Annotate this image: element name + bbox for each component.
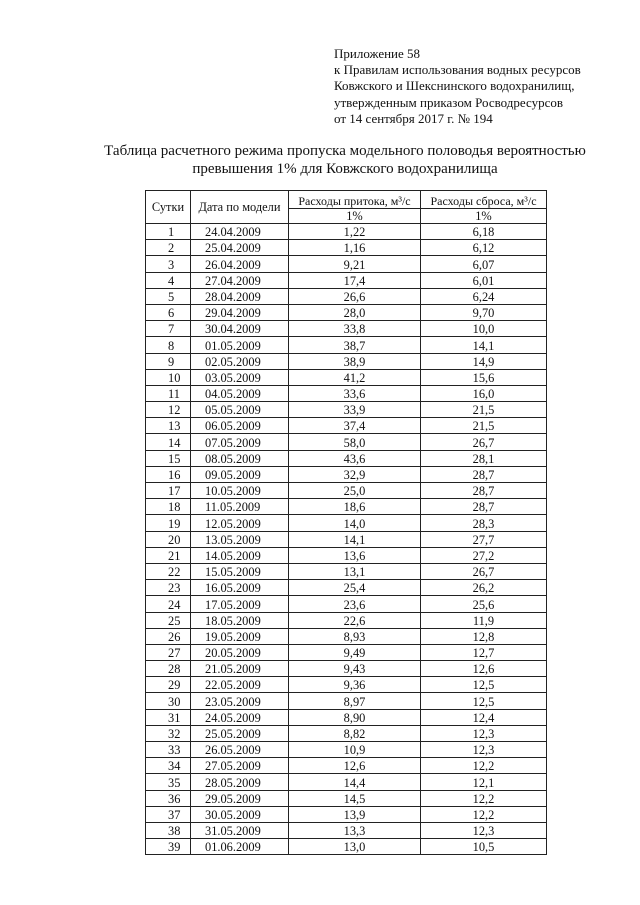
inflow-cell: 8,82 [289,725,421,741]
table-row [146,272,547,288]
outflow-cell: 12,8 [421,628,547,644]
table-row [146,709,547,725]
header-outflow-probability: 1% [421,209,547,224]
header-inflow: Расходы притока, м³/с [289,191,421,209]
day-cell: 17 [146,483,191,499]
outflow-cell: 12,3 [421,822,547,838]
outflow-cell: 26,2 [421,580,547,596]
date-cell: 29.04.2009 [191,304,289,320]
outflow-cell: 11,9 [421,612,547,628]
day-cell: 23 [146,580,191,596]
outflow-cell: 21,5 [421,402,547,418]
outflow-cell: 12,6 [421,661,547,677]
outflow-cell: 28,3 [421,515,547,531]
date-cell: 16.05.2009 [191,580,289,596]
outflow-cell: 26,7 [421,563,547,579]
table-title-line: Таблица расчетного режима пропуска модельного половодья вероятностью [104,143,586,159]
inflow-cell: 8,90 [289,709,421,725]
date-cell: 27.05.2009 [191,758,289,774]
outflow-cell: 12,2 [421,790,547,806]
outflow-cell: 27,7 [421,531,547,547]
table-row [146,547,547,563]
date-cell: 24.04.2009 [191,224,289,240]
day-cell: 31 [146,709,191,725]
date-cell: 28.05.2009 [191,774,289,790]
day-cell: 10 [146,369,191,385]
day-cell: 9 [146,353,191,369]
table-row [146,612,547,628]
day-cell: 13 [146,418,191,434]
date-cell: 13.05.2009 [191,531,289,547]
outflow-cell: 12,4 [421,709,547,725]
date-cell: 15.05.2009 [191,563,289,579]
date-cell: 25.04.2009 [191,240,289,256]
date-cell: 17.05.2009 [191,596,289,612]
date-cell: 04.05.2009 [191,385,289,401]
day-cell: 32 [146,725,191,741]
table-row [146,580,547,596]
table-row [146,661,547,677]
date-cell: 01.06.2009 [191,839,289,855]
inflow-cell: 14,4 [289,774,421,790]
inflow-cell: 38,7 [289,337,421,353]
day-cell: 4 [146,272,191,288]
outflow-cell: 28,7 [421,466,547,482]
inflow-cell: 1,16 [289,240,421,256]
day-cell: 38 [146,822,191,838]
inflow-cell: 13,9 [289,806,421,822]
table-row [146,369,547,385]
table-row [146,321,547,337]
outflow-cell: 28,7 [421,483,547,499]
table-title [90,142,600,178]
day-cell: 34 [146,758,191,774]
inflow-cell: 9,36 [289,677,421,693]
outflow-cell: 28,1 [421,450,547,466]
table-row [146,790,547,806]
outflow-cell: 6,07 [421,256,547,272]
day-cell: 39 [146,839,191,855]
date-cell: 26.05.2009 [191,742,289,758]
day-cell: 20 [146,531,191,547]
day-cell: 16 [146,466,191,482]
appendix-line: утвержденным приказом Росводресурсов [334,94,563,110]
day-cell: 22 [146,563,191,579]
outflow-cell: 12,5 [421,693,547,709]
table-row [146,774,547,790]
header-date: Дата по модели [191,191,289,224]
outflow-cell: 10,5 [421,839,547,855]
inflow-cell: 14,0 [289,515,421,531]
day-cell: 12 [146,402,191,418]
inflow-cell: 17,4 [289,272,421,288]
date-cell: 24.05.2009 [191,709,289,725]
table-row [146,531,547,547]
day-cell: 27 [146,644,191,660]
table-row [146,353,547,369]
table-row [146,418,547,434]
outflow-cell: 25,6 [421,596,547,612]
table-row [146,337,547,353]
inflow-cell: 33,9 [289,402,421,418]
table-row [146,224,547,240]
day-cell: 26 [146,628,191,644]
inflow-cell: 28,0 [289,304,421,320]
inflow-cell: 33,8 [289,321,421,337]
outflow-cell: 10,0 [421,321,547,337]
date-cell: 27.04.2009 [191,272,289,288]
outflow-cell: 12,7 [421,644,547,660]
date-cell: 05.05.2009 [191,402,289,418]
day-cell: 25 [146,612,191,628]
day-cell: 14 [146,434,191,450]
inflow-cell: 41,2 [289,369,421,385]
inflow-cell: 10,9 [289,742,421,758]
inflow-cell: 43,6 [289,450,421,466]
outflow-cell: 12,2 [421,806,547,822]
date-cell: 28.04.2009 [191,288,289,304]
day-cell: 3 [146,256,191,272]
date-cell: 01.05.2009 [191,337,289,353]
outflow-cell: 12,3 [421,725,547,741]
day-cell: 28 [146,661,191,677]
appendix-line: к Правилам использования водных ресурсов [334,62,581,78]
table-row [146,304,547,320]
day-cell: 1 [146,224,191,240]
appendix-line: Ковжского и Шекснинского водохранилищ, [334,78,575,94]
table-row [146,806,547,822]
header-inflow-probability: 1% [289,209,421,224]
day-cell: 11 [146,385,191,401]
day-cell: 8 [146,337,191,353]
table-row [146,450,547,466]
date-cell: 14.05.2009 [191,547,289,563]
table-row [146,240,547,256]
date-cell: 07.05.2009 [191,434,289,450]
inflow-cell: 13,3 [289,822,421,838]
table-row [146,758,547,774]
inflow-cell: 14,5 [289,790,421,806]
day-cell: 6 [146,304,191,320]
inflow-cell: 18,6 [289,499,421,515]
day-cell: 29 [146,677,191,693]
table-row [146,402,547,418]
table-row [146,483,547,499]
day-cell: 37 [146,806,191,822]
inflow-cell: 37,4 [289,418,421,434]
date-cell: 08.05.2009 [191,450,289,466]
outflow-cell: 14,1 [421,337,547,353]
day-cell: 2 [146,240,191,256]
outflow-cell: 6,12 [421,240,547,256]
inflow-cell: 25,0 [289,483,421,499]
table-row [146,822,547,838]
day-cell: 5 [146,288,191,304]
inflow-cell: 8,97 [289,693,421,709]
date-cell: 03.05.2009 [191,369,289,385]
inflow-cell: 26,6 [289,288,421,304]
inflow-cell: 22,6 [289,612,421,628]
outflow-cell: 9,70 [421,304,547,320]
date-cell: 10.05.2009 [191,483,289,499]
date-cell: 26.04.2009 [191,256,289,272]
table-row [146,385,547,401]
day-cell: 18 [146,499,191,515]
table-row [146,742,547,758]
table-row [146,434,547,450]
table-row [146,288,547,304]
inflow-cell: 38,9 [289,353,421,369]
day-cell: 30 [146,693,191,709]
outflow-cell: 27,2 [421,547,547,563]
outflow-cell: 28,7 [421,499,547,515]
date-cell: 06.05.2009 [191,418,289,434]
date-cell: 12.05.2009 [191,515,289,531]
day-cell: 19 [146,515,191,531]
date-cell: 22.05.2009 [191,677,289,693]
date-cell: 23.05.2009 [191,693,289,709]
outflow-cell: 12,3 [421,742,547,758]
day-cell: 24 [146,596,191,612]
date-cell: 11.05.2009 [191,499,289,515]
day-cell: 15 [146,450,191,466]
table-row [146,499,547,515]
day-cell: 21 [146,547,191,563]
inflow-cell: 33,6 [289,385,421,401]
outflow-cell: 12,5 [421,677,547,693]
table-row [146,644,547,660]
date-cell: 19.05.2009 [191,628,289,644]
inflow-cell: 12,6 [289,758,421,774]
table-row [146,515,547,531]
outflow-cell: 14,9 [421,353,547,369]
inflow-cell: 13,6 [289,547,421,563]
inflow-cell: 13,0 [289,839,421,855]
inflow-cell: 14,1 [289,531,421,547]
date-cell: 25.05.2009 [191,725,289,741]
outflow-cell: 6,01 [421,272,547,288]
day-cell: 35 [146,774,191,790]
inflow-cell: 9,21 [289,256,421,272]
table-row [146,725,547,741]
date-cell: 21.05.2009 [191,661,289,677]
date-cell: 31.05.2009 [191,822,289,838]
date-cell: 18.05.2009 [191,612,289,628]
outflow-cell: 26,7 [421,434,547,450]
outflow-cell: 6,18 [421,224,547,240]
table-title-line: превышения 1% для Ковжского водохранилища [192,161,498,177]
table-row [146,693,547,709]
discharge-table [145,190,547,855]
appendix-line: Приложение 58 [334,46,421,61]
inflow-cell: 23,6 [289,596,421,612]
table-row [146,677,547,693]
inflow-cell: 32,9 [289,466,421,482]
outflow-cell: 16,0 [421,385,547,401]
header-outflow: Расходы сброса, м³/с [421,191,547,209]
table-row [146,256,547,272]
day-cell: 36 [146,790,191,806]
date-cell: 29.05.2009 [191,790,289,806]
table-row [146,466,547,482]
table-body [146,224,547,855]
inflow-cell: 25,4 [289,580,421,596]
outflow-cell: 12,1 [421,774,547,790]
table-row [146,596,547,612]
inflow-cell: 9,43 [289,661,421,677]
inflow-cell: 13,1 [289,563,421,579]
inflow-cell: 1,22 [289,224,421,240]
outflow-cell: 12,2 [421,758,547,774]
inflow-cell: 9,49 [289,644,421,660]
appendix-block [334,46,581,127]
table-row [146,839,547,855]
table-row [146,628,547,644]
date-cell: 20.05.2009 [191,644,289,660]
header-day: Сутки [146,191,191,224]
date-cell: 30.04.2009 [191,321,289,337]
appendix-line: от 14 сентября 2017 г. № 194 [334,110,493,126]
inflow-cell: 58,0 [289,434,421,450]
outflow-cell: 6,24 [421,288,547,304]
date-cell: 09.05.2009 [191,466,289,482]
inflow-cell: 8,93 [289,628,421,644]
outflow-cell: 21,5 [421,418,547,434]
outflow-cell: 15,6 [421,369,547,385]
date-cell: 02.05.2009 [191,353,289,369]
day-cell: 7 [146,321,191,337]
table-row [146,563,547,579]
date-cell: 30.05.2009 [191,806,289,822]
day-cell: 33 [146,742,191,758]
